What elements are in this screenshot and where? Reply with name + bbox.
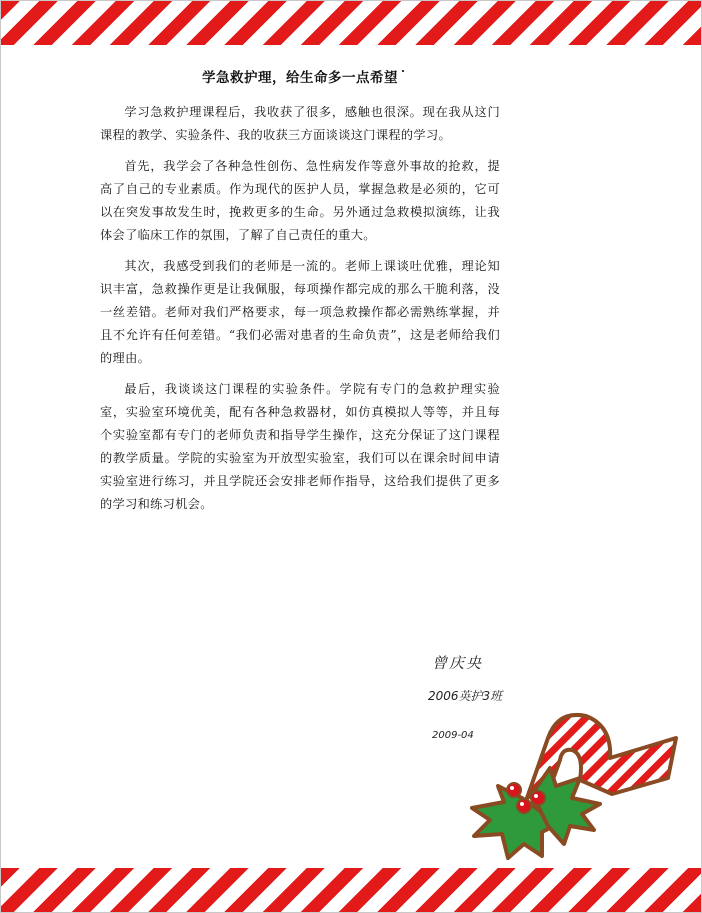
paragraph-intro: 学习急救护理课程后，我收获了很多，感触也很深。现在我从这门课程的教学、实验条件、我的收获三方面谈谈这门课程的学习。 — [100, 105, 500, 142]
signature-class: 2006英护3班 — [428, 689, 503, 703]
letter-title: 学急救护理，给生命多一点希望 — [202, 70, 398, 86]
letter-body — [100, 62, 500, 524]
paragraph-second: 其次，我感受到我们的老师是一流的。老师上课谈吐优雅，理论知识丰富，急救操作更是让我佩服，每项操作都完成的那么干脆利落，没一丝差错。老师对我们严格要求，每一项急救操作都必需熟练掌握，并且不允许有任何差错。“我们必需对患者的生命负责”，这是老师给我们的理由。 — [100, 259, 500, 365]
paragraph-first: 首先，我学会了各种急性创伤、急性病发作等意外事故的抢救，提高了自己的专业素质。作为现代的医护人员，掌握急救是必须的，它可以在突发事故发生时，挽救更多的生命。另外通过急救模拟演练，让我体会了临床工作的氛围，了解了自己责任的重大。 — [100, 159, 500, 242]
signature-name: 曾庆央 — [432, 654, 484, 672]
paragraph-last: 最后，我谈谈这门课程的实验条件。学院有专门的急救护理实验室，实验室环境优美，配有各种急救器材，如仿真模拟人等等，并且每个实验室都有专门的老师负责和指导学生操作，这充分保证了这门课程的教学质量。学院的实验室为开放型实验室，我们可以在课余时间申请实验室进行练习，并且学院还会安排老师作指导，这给我们提供了更多的学习和练习机会。 — [100, 382, 500, 511]
bottom-candy-stripe-border — [1, 868, 701, 912]
top-candy-stripe-border — [1, 1, 701, 45]
signature-date: 2009-04 — [432, 730, 474, 741]
holly-candy-cane-icon — [462, 698, 682, 868]
